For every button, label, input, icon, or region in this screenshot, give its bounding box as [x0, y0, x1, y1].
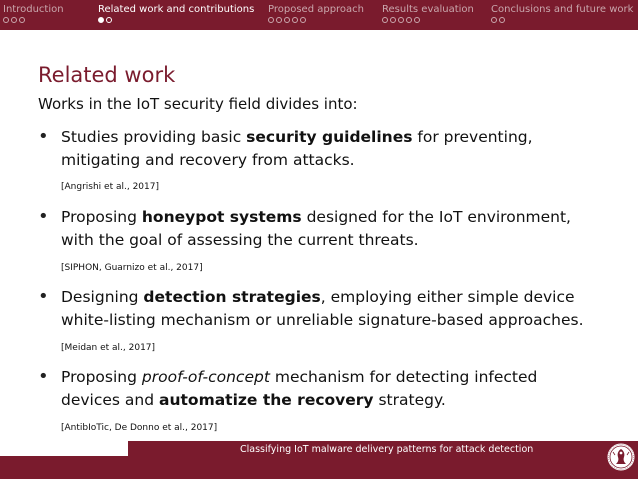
- bullet-icon: •: [38, 286, 49, 307]
- footer: [0, 441, 638, 479]
- citation: [AntibIoTic, De Donno et al., 2017]: [61, 423, 218, 433]
- nav-dot[interactable]: [284, 17, 290, 23]
- footer-title: Classifying IoT malware delivery patterns for attack detection: [240, 444, 534, 455]
- item-highlight: automatize the recovery: [159, 391, 374, 409]
- bullet-icon: •: [38, 366, 49, 387]
- nav-dot[interactable]: [300, 17, 306, 23]
- item-text: Proposing honeypot systems designed for the IoT environment, with the goal of assessing the current threats.: [61, 208, 571, 249]
- item-text: Proposing proof-of-concept mechanism for detecting infected devices and automatize the recovery strategy.: [61, 368, 538, 409]
- nav-dot[interactable]: [3, 17, 9, 23]
- item-text: Studies providing basic security guidelines for preventing, mitigating and recovery from attacks.: [61, 128, 533, 169]
- bullet-icon: •: [38, 206, 49, 227]
- nav-section-proposed-approach[interactable]: Proposed approach: [268, 4, 365, 15]
- item-text: Designing detection strategies, employing either simple device white-listing mechanism or unreliable signature-based approaches.: [61, 288, 584, 329]
- nav-dot[interactable]: [499, 17, 505, 23]
- item-highlight: honeypot systems: [141, 208, 302, 226]
- citation: [SIPHON, Guarnizo et al., 2017]: [61, 263, 203, 273]
- nav-dot[interactable]: [276, 17, 282, 23]
- nav-dots-results-evaluation: [382, 17, 420, 25]
- frame-title: Related work: [38, 63, 176, 87]
- nav-section-conclusions[interactable]: Conclusions and future work: [491, 4, 634, 15]
- footer-band: [128, 441, 638, 479]
- nav-dot[interactable]: [491, 17, 497, 23]
- item-highlight: security guidelines: [246, 128, 413, 146]
- citation: [Angrishi et al., 2017]: [61, 182, 159, 192]
- nav-dot[interactable]: [390, 17, 396, 23]
- bullet-icon: •: [38, 126, 49, 147]
- item-highlight: detection strategies: [143, 288, 321, 306]
- nav-dot[interactable]: [414, 17, 420, 23]
- footer-left-band: [0, 456, 128, 479]
- nav-dot[interactable]: [292, 17, 298, 23]
- citation: [Meidan et al., 2017]: [61, 343, 156, 353]
- nav-dots-introduction: [3, 17, 25, 25]
- nav-section-introduction[interactable]: Introduction: [3, 4, 64, 15]
- nav-dot[interactable]: [106, 17, 112, 23]
- navigation-bar: [0, 0, 638, 30]
- nav-dot[interactable]: [11, 17, 17, 23]
- university-seal-logo: [606, 442, 636, 472]
- nav-dot[interactable]: [19, 17, 25, 23]
- nav-dot[interactable]: [382, 17, 388, 23]
- nav-section-results-evaluation[interactable]: Results evaluation: [382, 4, 474, 15]
- nav-dots-conclusions: [491, 17, 505, 25]
- nav-section-related-work[interactable]: Related work and contributions: [98, 4, 255, 15]
- intro-text: Works in the IoT security field divides into:: [38, 95, 358, 113]
- nav-dots-related-work: [98, 17, 112, 25]
- nav-dot[interactable]: [406, 17, 412, 23]
- nav-dot[interactable]: [398, 17, 404, 23]
- nav-dots-proposed-approach: [268, 17, 306, 25]
- item-emphasis: proof-of-concept: [141, 368, 270, 386]
- nav-dot[interactable]: [268, 17, 274, 23]
- nav-dot-current[interactable]: [98, 17, 104, 23]
